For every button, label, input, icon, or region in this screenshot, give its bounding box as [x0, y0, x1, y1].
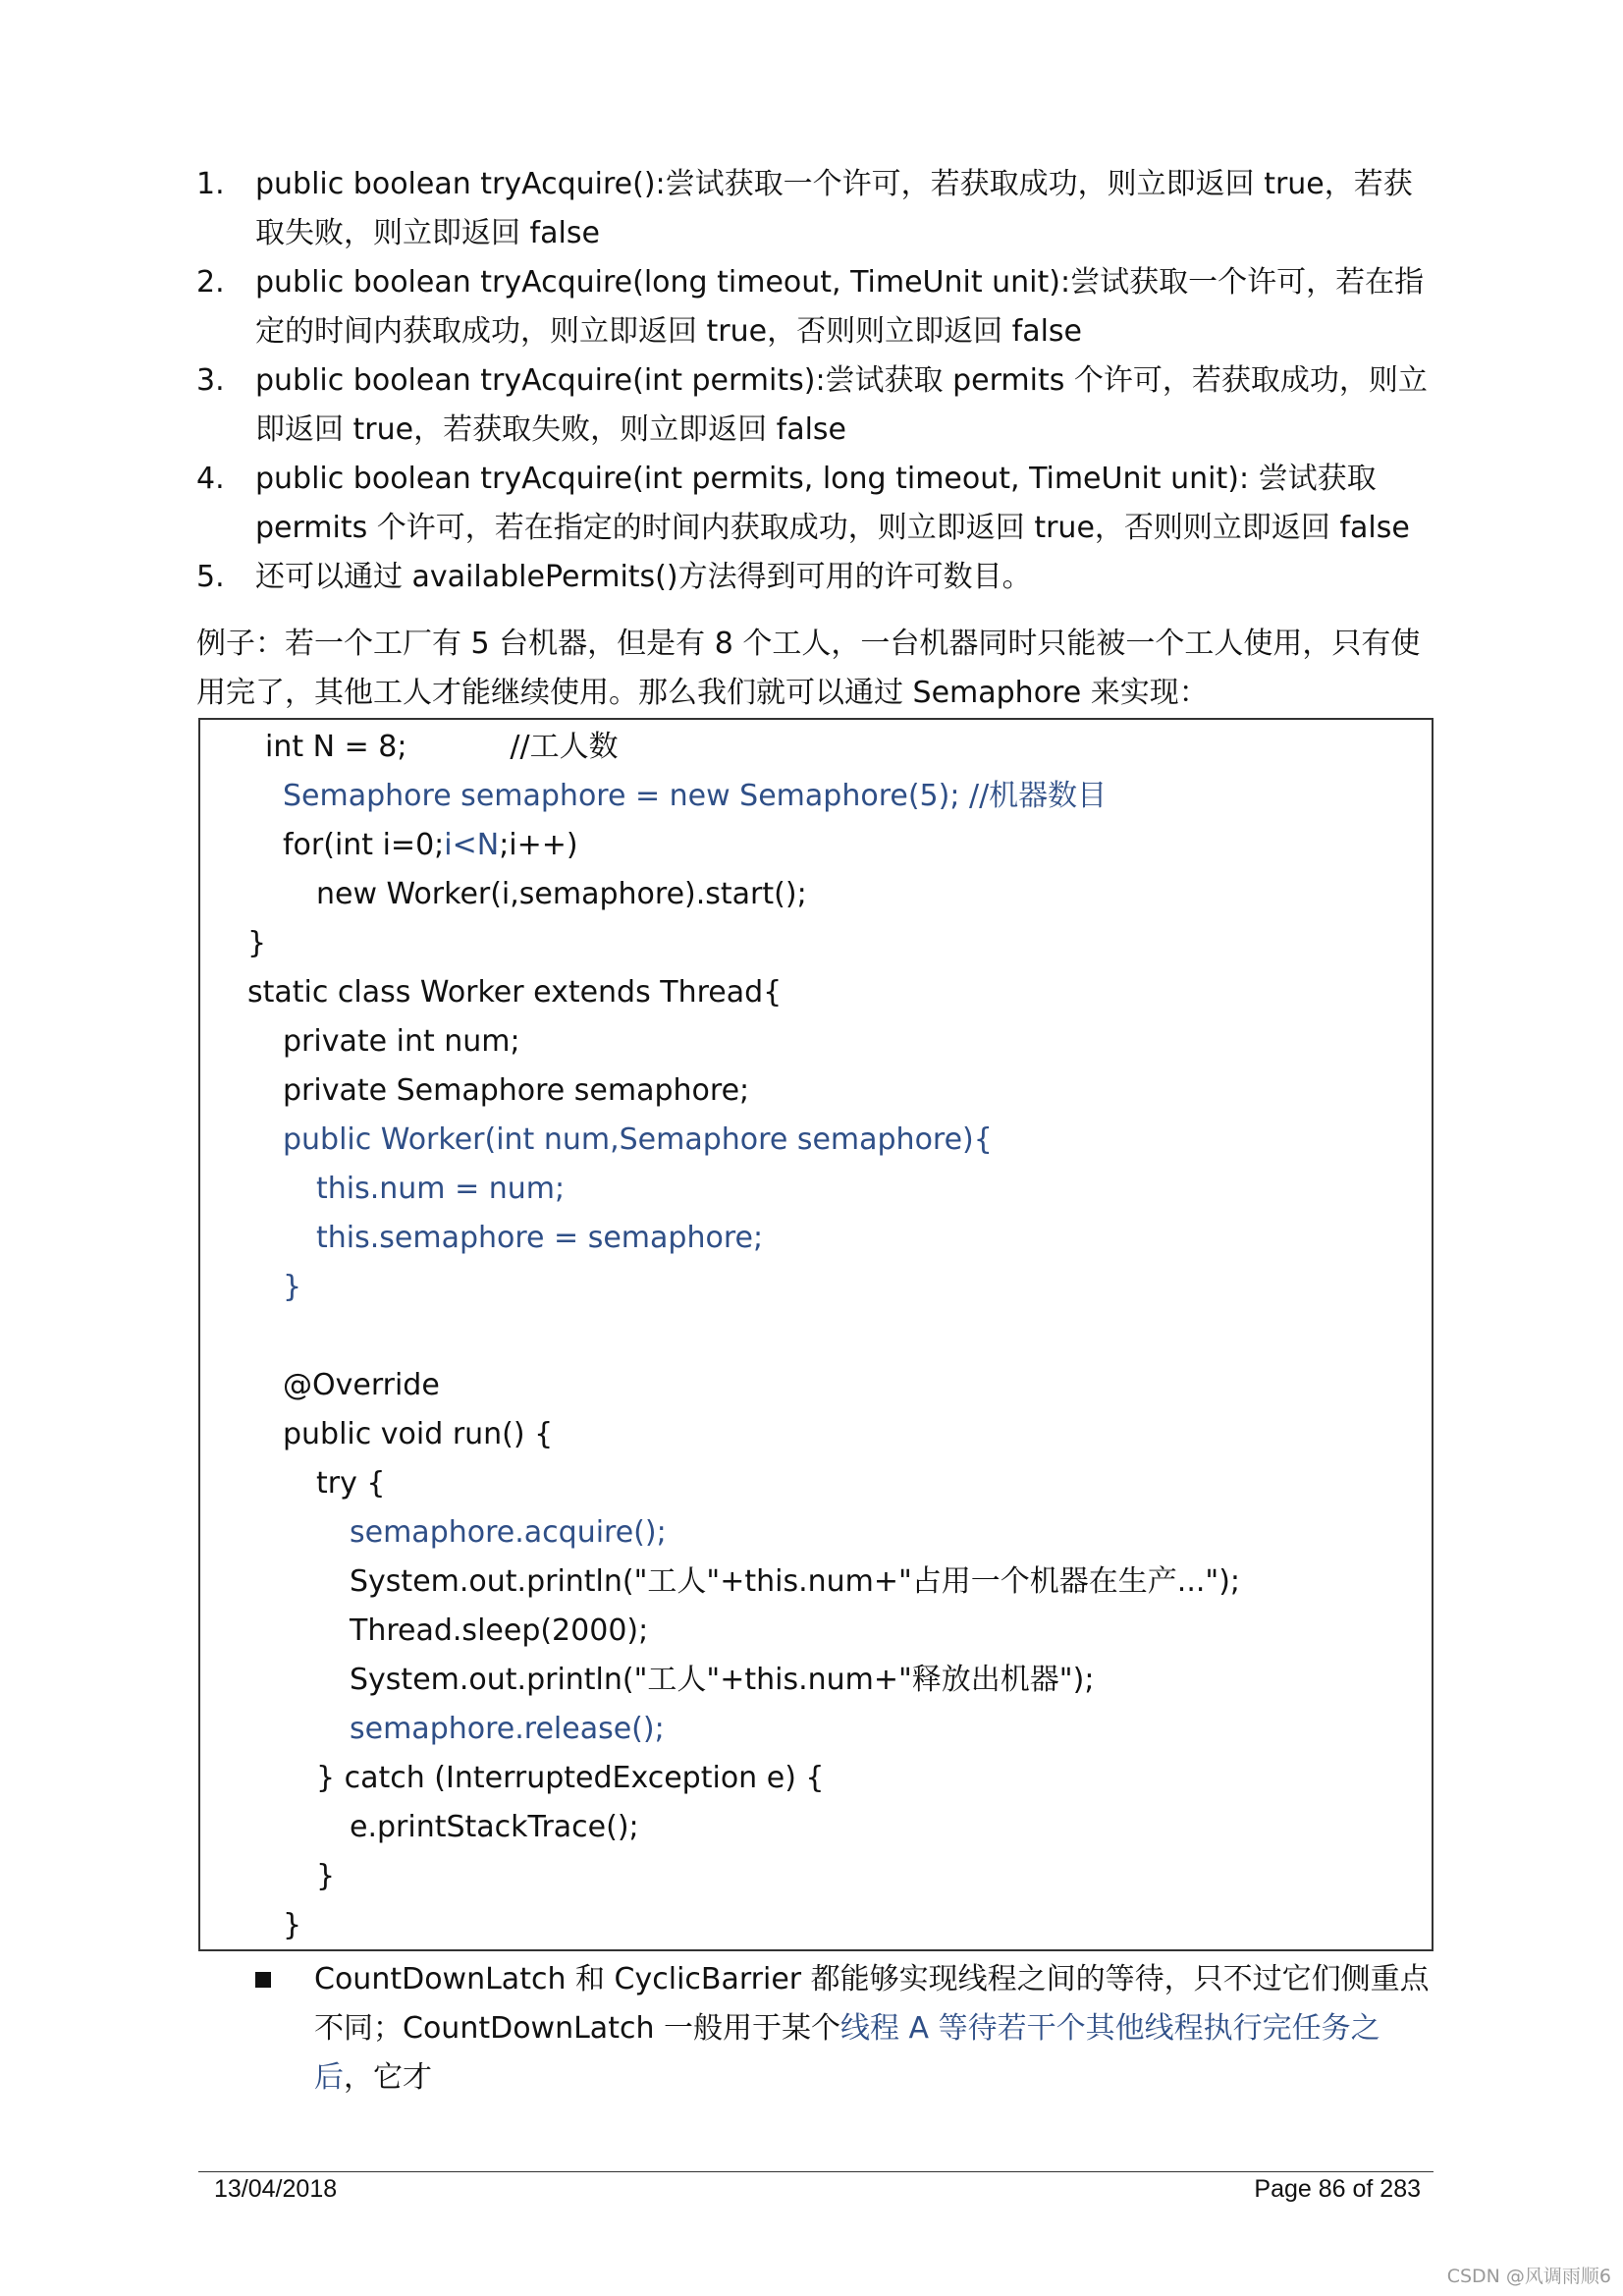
list-item: [196, 455, 1435, 553]
acquire-methods-list: [196, 160, 1435, 602]
code-line: new Worker(i,semaphore).start();: [316, 877, 807, 911]
list-item: [196, 160, 1435, 258]
list-number: 1.: [196, 167, 225, 201]
list-item-text: public boolean tryAcquire():尝试获取一个许可，若获取成功，则立即返回 true，若获取失败，则立即返回 false: [255, 167, 1413, 250]
code-line: }: [316, 1859, 336, 1893]
list-number: 3.: [196, 363, 225, 398]
list-item-text: public boolean tryAcquire(int permits):尝试获取 permits 个许可，若获取成功，则立即返回 true，若获取失败，则立即返回 false: [255, 363, 1428, 447]
bullet-paragraph: [255, 1955, 1434, 2103]
code-fragment: i<N: [444, 828, 500, 862]
list-number: 4.: [196, 462, 225, 496]
footer-page-number: Page 86 of 283: [1254, 2175, 1421, 2203]
code-line: }: [283, 1908, 302, 1942]
code-fragment: ;i++): [499, 828, 578, 862]
list-number: 2.: [196, 265, 225, 300]
code-line: public Worker(int num,Semaphore semaphore){: [283, 1122, 993, 1157]
code-line: }: [247, 926, 267, 960]
bullet-square-icon: [255, 1972, 271, 1988]
example-paragraph: 例子：若一个工厂有 5 台机器，但是有 8 个工人，一台机器同时只能被一个工人使用，只有使用完了，其他工人才能继续使用。那么我们就可以通过 Semaphore 来实现：: [196, 627, 1421, 710]
code-line: Semaphore semaphore = new Semaphore(5); //机器数目: [283, 779, 1108, 813]
code-fragment: for(int i=0;: [283, 828, 445, 862]
code-line: public void run() {: [283, 1417, 554, 1451]
list-item-text: public boolean tryAcquire(long timeout, TimeUnit unit):尝试获取一个许可，若在指定的时间内获取成功，则立即返回 true，否则则立即返回 false: [255, 265, 1425, 349]
code-line: private int num;: [283, 1024, 520, 1059]
footer-date: 13/04/2018: [214, 2175, 338, 2203]
list-item: [196, 258, 1435, 356]
code-block: [198, 718, 1434, 1951]
code-line: static class Worker extends Thread{: [247, 975, 783, 1010]
list-item-text: public boolean tryAcquire(int permits, long timeout, TimeUnit unit): 尝试获取 permits 个许可，若在指定的时间内获取成功，则立即返回 true，否则则立即返回 false: [255, 462, 1410, 545]
watermark: CSDN @风调雨顺6: [1446, 2266, 1611, 2287]
code-line: semaphore.acquire();: [350, 1515, 667, 1550]
code-line: @Override: [283, 1368, 440, 1402]
highlighted-text: 线程 A 等待若干个其他线程执行完任务之后: [314, 2011, 1380, 2095]
code-line: this.num = num;: [316, 1172, 566, 1206]
bullet-text: CountDownLatch 和 CyclicBarrier 都能够实现线程之间的等待，只不过它们侧重点不同；CountDownLatch 一般用于某个: [314, 1962, 1430, 2046]
code-line: [283, 821, 578, 870]
code-line: e.printStackTrace();: [350, 1810, 639, 1844]
bullet-text: ，它才: [344, 2060, 432, 2095]
code-line: System.out.println("工人"+this.num+"占用一个机器在生产...");: [350, 1564, 1241, 1599]
code-line: int N = 8; //工人数: [265, 730, 619, 764]
code-line: semaphore.release();: [350, 1712, 665, 1746]
code-line: try {: [316, 1466, 386, 1501]
list-item: [196, 356, 1435, 455]
code-line: }: [283, 1270, 302, 1304]
list-item-text: 还可以通过 availablePermits()方法得到可用的许可数目。: [255, 560, 1032, 594]
code-line: } catch (InterruptedException e) {: [316, 1761, 825, 1795]
list-item: [196, 553, 1435, 602]
code-line: private Semaphore semaphore;: [283, 1073, 750, 1108]
code-line: System.out.println("工人"+this.num+"释放出机器");: [350, 1663, 1095, 1697]
list-number: 5.: [196, 560, 225, 594]
footer-divider: [198, 2171, 1434, 2172]
code-line: this.semaphore = semaphore;: [316, 1221, 764, 1255]
code-line: Thread.sleep(2000);: [350, 1613, 649, 1648]
